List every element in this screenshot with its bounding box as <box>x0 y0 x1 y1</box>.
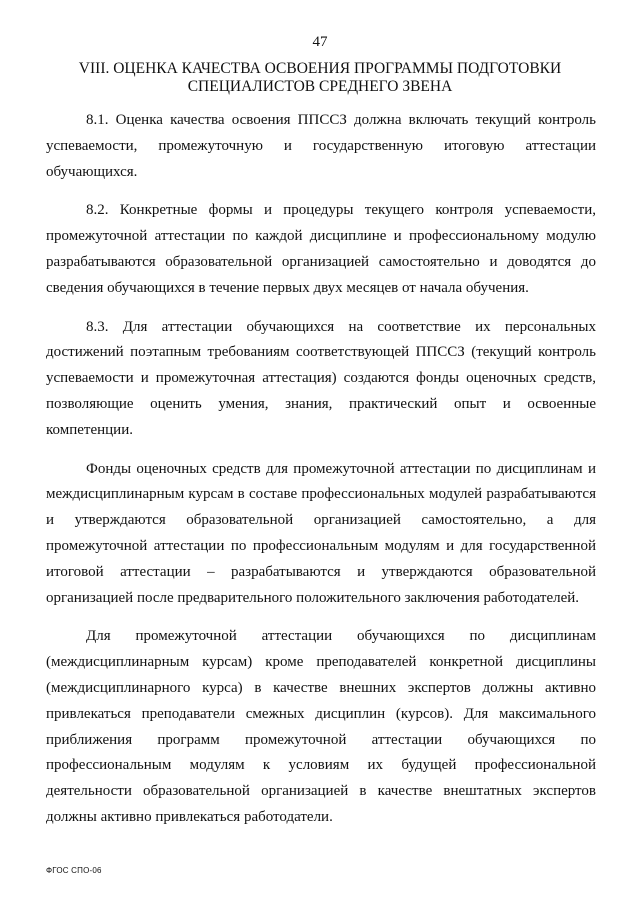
section-title <box>60 60 580 96</box>
paragraph-assessment-funds: Фонды оценочных средств для промежуточной аттестации по дисциплинам и междисциплинарным курсам в составе профессиональных модулей разрабатываются и утверждаются образовательной организацией самостоятельно, а для промежуточной аттестации по профессиональным модулям и для государственной итоговой аттестации – разрабатываются и утверждаются образовательной организацией после предварительного положительного заключения работодателей. <box>46 460 596 606</box>
paragraph-8-1: 8.1. Оценка качества освоения ППССЗ должна включать текущий контроль успеваемости, промежуточную и государственную итоговую аттестации обучающихся. <box>46 112 596 180</box>
paragraph-external-experts: Для промежуточной аттестации обучающихся по дисциплинам (междисциплинарным курсам) кроме преподавателей конкретной дисциплины (междисциплинарного курса) в качестве внешних экспертов должны активно привлекаться преподаватели смежных дисциплин (курсов). Для максимального приближения программ промежуточной аттестации обучающихся по профессиональным модулям к условиям их будущей профессиональной деятельности образовательной организацией в качестве внештатных экспертов должны активно привлекаться работодатели. <box>46 628 596 825</box>
paragraph-8-3: 8.3. Для аттестации обучающихся на соответствие их персональных достижений поэтапным требованиям соответствующей ППССЗ (текущий контроль успеваемости и промежуточная аттестация) создаются фонды оценочных средств, позволяющие оценить умения, знания, практический опыт и освоенные компетенции. <box>46 318 596 438</box>
footer-standard-code: ФГОС СПО-06 <box>46 866 102 875</box>
section-title-line-1: VIII. ОЦЕНКА КАЧЕСТВА ОСВОЕНИЯ ПРОГРАММЫ ПОДГОТОВКИ <box>78 60 562 77</box>
section-title-line-2: СПЕЦИАЛИСТОВ СРЕДНЕГО ЗВЕНА <box>187 78 453 95</box>
page-number: 47 <box>312 34 328 50</box>
document-body <box>46 108 596 844</box>
paragraph-8-2: 8.2. Конкретные формы и процедуры текущего контроля успеваемости, промежуточной аттестации по каждой дисциплине и профессиональному модулю разрабатываются образовательной организацией самостоятельно и доводятся до сведения обучающихся в течение первых двух месяцев от начала обучения. <box>46 202 596 296</box>
